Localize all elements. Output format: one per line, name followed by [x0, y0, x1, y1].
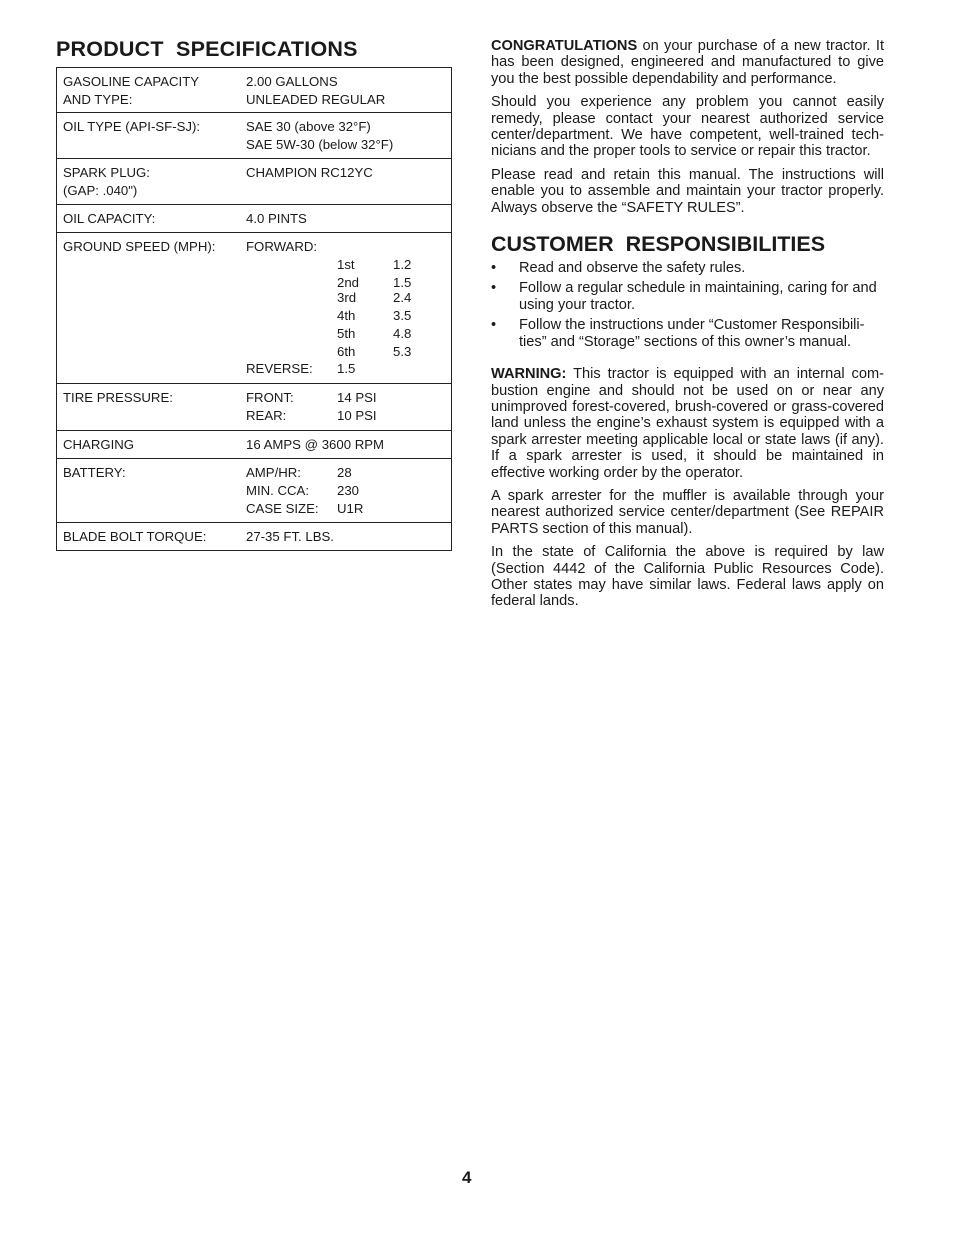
spec-value: 2.00 GALLONS UNLEADED REGULAR [246, 74, 386, 107]
reverse-row: REVERSE: 1.5 [246, 361, 356, 376]
spec-label: CHARGING [63, 437, 135, 452]
responsibilities-list [491, 260, 884, 350]
spec-row-ground-speed [57, 233, 451, 384]
list-item: • Follow a regular schedule in maintaining, caring for and using your tractor. [491, 280, 877, 313]
page-number: 4 [462, 1168, 472, 1187]
spec-row-blade-bolt [57, 523, 451, 550]
spec-row-oil-capacity [57, 205, 451, 233]
spec-value: 16 AMPS @ 3600 RPM [246, 437, 384, 452]
spec-label: GASOLINE CAPACITY AND TYPE: [63, 74, 200, 107]
product-specifications-section [56, 36, 450, 551]
spec-value: 4.0 PINTS [246, 211, 307, 226]
spec-label: OIL CAPACITY: [63, 211, 156, 226]
retain-manual-paragraph: Please read and retain this manual. The instructions will enable you to assemble and maintain your tractor properly. Always observe the “SAFETY RULES”. [491, 166, 884, 216]
spec-label: BATTERY: [63, 465, 126, 480]
forward-label: FORWARD: [246, 239, 318, 254]
spec-label: OIL TYPE (API-SF-SJ): [63, 119, 201, 134]
spec-label: SPARK PLUG: (GAP: .040") [63, 165, 150, 198]
spec-row-spark-plug [57, 159, 451, 205]
battery-cca-row: MIN. CCA: 230 [246, 483, 360, 498]
spec-label: GROUND SPEED (MPH): [63, 239, 216, 254]
customer-responsibilities-heading: CUSTOMER RESPONSIBILITIES [491, 232, 826, 257]
gear-row: 2nd 1.5 [337, 275, 412, 290]
spec-row-charging [57, 431, 451, 459]
problem-paragraph: Should you experience any problem you cannot easily remedy, please contact your nearest authorized service center/department. We have competent, well-trained technicians and the proper tools to service or repair this tractor. [491, 94, 884, 160]
spec-value: SAE 30 (above 32°F) SAE 5W-30 (below 32°F) [246, 119, 394, 152]
tire-front-row: FRONT: 14 PSI [246, 390, 377, 405]
tire-rear-row: REAR: 10 PSI [246, 408, 377, 423]
battery-case-row: CASE SIZE: U1R [246, 501, 364, 516]
gear-row: 6th 5.3 [337, 344, 412, 359]
gear-row: 4th 3.5 [337, 308, 412, 323]
congratulations-paragraph: CONGRATULATIONS on your purchase of a new tractor. It has been designed, engineered and manufactured to give you the best possible dependability and performance. [491, 38, 884, 87]
introduction-section [491, 38, 884, 617]
product-specifications-title: PRODUCT SPECIFICATIONS [56, 37, 358, 61]
spec-row-battery [57, 459, 451, 523]
spec-value: CHAMPION RC12YC [246, 165, 373, 180]
specifications-table [56, 67, 452, 551]
list-item: • Read and observe the safety rules. [491, 260, 746, 277]
california-law-paragraph: In the state of California the above is required by law (Section 4442 of the California Public Resources Code). Other states may have similar laws. Federal laws apply on federal lands. [491, 544, 884, 610]
battery-amp-row: AMP/HR: 28 [246, 465, 352, 480]
spark-arrester-paragraph: A spark arrester for the muffler is available through your nearest authorized service center/department (See REPAIR PARTS section of this manual). [491, 487, 884, 537]
spec-row-tire-pressure [57, 384, 451, 431]
spec-label: BLADE BOLT TORQUE: [63, 529, 207, 544]
spec-row-oil-type [57, 113, 451, 159]
spec-value: 27-35 FT. LBS. [246, 529, 334, 544]
spec-label: TIRE PRESSURE: [63, 390, 173, 405]
gear-row: 5th 4.8 [337, 326, 412, 341]
gear-row: 3rd 2.4 [337, 290, 412, 305]
spec-row-gasoline [57, 68, 451, 113]
gear-row: 1st 1.2 [337, 257, 412, 272]
warning-paragraph: WARNING: This tractor is equipped with an internal combustion engine and should not be used on or near any unimproved forest-covered, brush-covered or grass-covered land unless the engine’s exhaust system is equipped with a spark arrester meeting applicable local or state laws (if any). If a spark arrester is used, it should be maintained in effective working order by the operator. [491, 366, 884, 481]
list-item: • Follow the instructions under “Customer Responsibilities” and “Storage” sections of this owner’s manual. [491, 317, 865, 350]
